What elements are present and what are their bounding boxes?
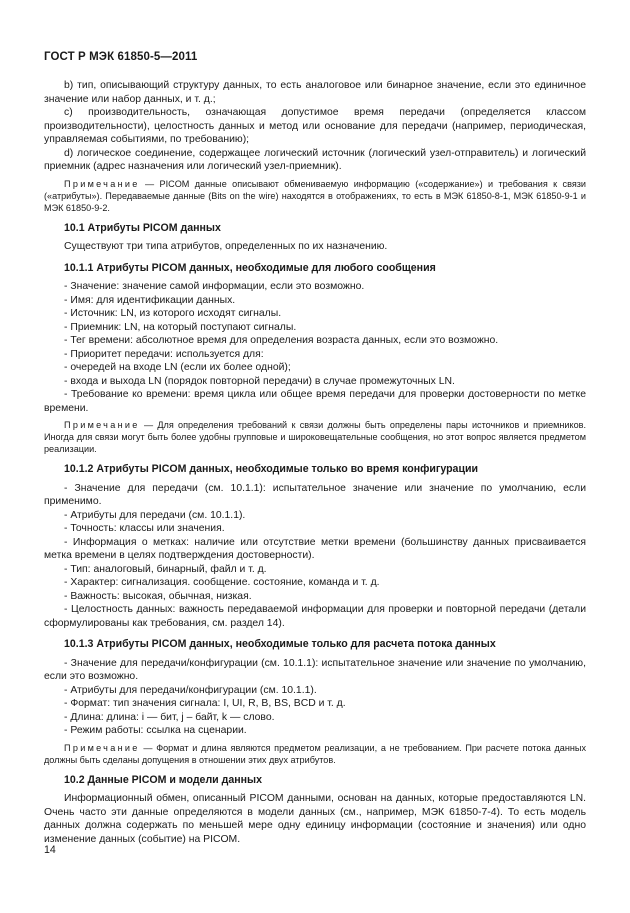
- note-1: [44, 178, 586, 214]
- document-header: ГОСТ Р МЭК 61850-5—2011: [44, 51, 198, 63]
- list-item: - Приемник: LN, на который поступают сигналы.: [64, 321, 297, 333]
- section-10-2-heading: 10.2 Данные PICOM и модели данных: [64, 773, 262, 786]
- list-item: - Значение для передачи (см. 10.1.1): испытательное значение или значение по умолчанию, если применимо.: [44, 482, 586, 507]
- note-3: [44, 742, 586, 766]
- list-item: - Формат: тип значения сигнала: I, UI, R, B, BS, BCD и т. д.: [64, 698, 346, 709]
- note-1-text: — PICOM данные описывают обмениваемую информацию («содержание») и требования к связи («атрибуты»). Передаваемые данные (Bits on the wire) находятся в отображениях, то есть в МЭК 61850-8-1, МЭК 61850-9-1 и МЭК 61850-9-2.: [44, 178, 586, 213]
- section-10-1-heading: 10.1 Атрибуты PICOM данных: [64, 221, 221, 234]
- list-item: - Режим работы: ссылка на сценарии.: [64, 725, 247, 736]
- note-2: [44, 419, 586, 455]
- list-item: - очередей на входе LN (если их более одной);: [64, 362, 291, 373]
- note-2-text: — Для определения требований к связи должны быть определены пары источников и приемников. Иногда для связи могут быть более удобны групповые и широковещательные сообщения, но этот вопрос является предметом реализации.: [44, 420, 586, 454]
- page-number: 14: [44, 844, 56, 856]
- list-item: - Атрибуты для передачи (см. 10.1.1).: [64, 509, 246, 521]
- list-item: - Важность: высокая, обычная, низкая.: [64, 590, 252, 602]
- list-item: - Характер: сигнализация. сообщение. состояние, команда и т. д.: [64, 577, 380, 588]
- list-item: - входа и выхода LN (порядок повторной передачи) в случае промежуточных LN.: [64, 375, 455, 387]
- page-body: [44, 79, 586, 846]
- list-item: - Имя: для идентификации данных.: [64, 294, 236, 306]
- list-item: - Длина: длина: i — бит, j – байт, k — слово.: [64, 711, 275, 723]
- section-10-1-1-heading: 10.1.1 Атрибуты PICOM данных, необходимые для любого сообщения: [64, 261, 436, 274]
- intro-item-d: d) логическое соединение, содержащее логический источник (логический узел-отправитель) и логический приемник (адрес назначения или логический узел-приемник).: [44, 147, 586, 172]
- section-10-1-text: Существуют три типа атрибутов, определенных по их назначению.: [64, 241, 388, 252]
- list-item: - Приоритет передачи: используется для:: [64, 348, 264, 360]
- list-item: - Тег времени: абсолютное время для определения возраста данных, если это возможно.: [64, 335, 499, 346]
- list-item: - Тип: аналоговый, бинарный, файл и т. д.: [64, 563, 267, 575]
- note-2-label: Примечание: [64, 420, 140, 430]
- section-10-2-text: Информационный обмен, описанный PICOM данными, основан на данных, которые предоставляются LN. Очень часто эти данные определяются в модели данных (см., например, МЭК 61850-7-4). То есть модель данных должна содержать по меньшей мере одну единицу информации (состояние и значения) или одно изменение данных (событие) на PICOM.: [44, 793, 586, 845]
- note-3-label: Примечание: [64, 742, 140, 753]
- list-item: - Значение для передачи/конфигурации (см. 10.1.1): испытательное значение или значение по умолчанию, если это возможно.: [44, 657, 586, 682]
- intro-item-b: b) тип, описывающий структуру данных, то есть аналоговое или бинарное значение, если это единичное значение или набор данных, и т. д.;: [44, 80, 586, 105]
- list-item: - Источник: LN, из которого исходят сигналы.: [64, 308, 282, 319]
- list-item: - Требование ко времени: время цикла или общее время передачи для проверки достоверности по метке времени.: [44, 389, 586, 414]
- list-item: - Точность: классы или значения.: [64, 523, 225, 534]
- section-10-1-2-heading: 10.1.2 Атрибуты PICOM данных, необходимые только во время конфигурации: [64, 463, 478, 475]
- note-1-label: Примечание: [64, 178, 140, 189]
- list-item: - Значение: значение самой информации, если это возможно.: [64, 281, 365, 292]
- note-3-text: — Формат и длина являются предметом реализации, а не требованием. При расчете потока данных должны быть сделаны допущения в отношении этих двух атрибутов.: [44, 742, 586, 765]
- list-item: - Информация о метках: наличие или отсутствие метки времени (большинству данных присваивается метка времени в целях подтверждения достоверности).: [44, 536, 586, 561]
- list-item: - Атрибуты для передачи/конфигурации (см. 10.1.1).: [64, 684, 317, 696]
- intro-item-c: с) производительность, означающая допустимое время передачи (определяется классом производительности), целостность данных и метод или основание для передачи (например, периодическая, управляемая событиями, по требованию);: [44, 107, 586, 145]
- list-item: - Целостность данных: важность передаваемой информации для проверки и повторной передачи (детали сформулированы как требования, см. раздел 14).: [44, 604, 586, 629]
- section-10-1-3-heading: 10.1.3 Атрибуты PICOM данных, необходимые только для расчета потока данных: [64, 638, 496, 650]
